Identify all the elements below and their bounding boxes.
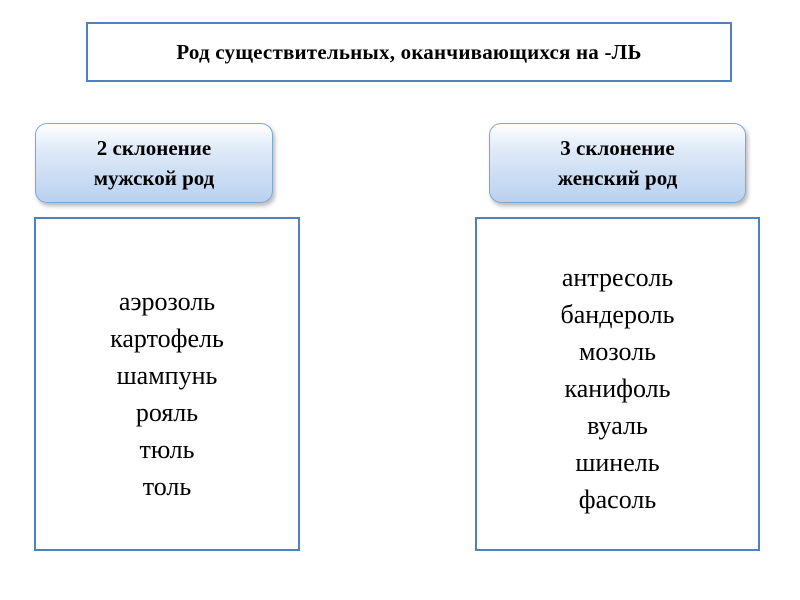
feminine-word-list	[477, 259, 758, 518]
masculine-word: рояль	[135, 398, 199, 427]
masculine-declension-header	[35, 123, 273, 203]
masculine-declension-label: 2 склонение	[96, 136, 212, 160]
masculine-word: аэрозоль	[118, 287, 216, 316]
masculine-word-list	[36, 283, 298, 505]
masculine-word: толь	[142, 472, 192, 501]
masculine-words-box	[34, 217, 300, 551]
feminine-word: вуаль	[587, 411, 648, 440]
feminine-gender-label: женский род	[557, 166, 678, 190]
feminine-word: бандероль	[560, 300, 675, 329]
feminine-declension-label: 3 склонение	[560, 136, 675, 160]
feminine-word: мозоль	[578, 337, 657, 366]
masculine-word: шампунь	[116, 361, 218, 390]
diagram-title: Род существительных, оканчивающихся на -ЛЬ	[176, 39, 642, 64]
feminine-word: шинель	[575, 448, 660, 477]
feminine-words-box	[475, 217, 760, 551]
feminine-declension-header	[489, 123, 746, 203]
masculine-gender-label: мужской род	[93, 166, 215, 190]
title-box	[86, 22, 732, 82]
feminine-word: антресоль	[561, 263, 674, 292]
feminine-word: фасоль	[578, 485, 657, 514]
feminine-word: канифоль	[564, 374, 671, 403]
masculine-word: картофель	[110, 324, 224, 353]
masculine-word: тюль	[139, 435, 195, 464]
